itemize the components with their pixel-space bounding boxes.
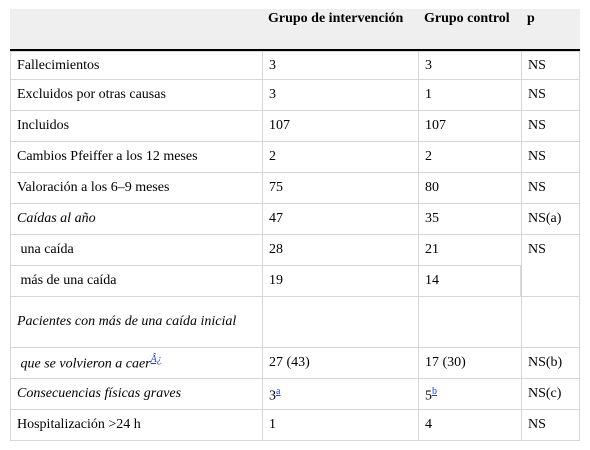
cell-control: 80 <box>418 173 521 204</box>
table-row <box>10 348 580 379</box>
cell-control: 1 <box>418 80 521 111</box>
cell-p: NS <box>521 173 580 204</box>
row-label: Fallecimientos <box>10 51 262 80</box>
cell-control: 21 <box>418 235 521 266</box>
cell-p: NS <box>521 235 580 297</box>
row-label: Hospitalización >24 h <box>10 410 262 441</box>
table-row <box>10 80 580 111</box>
cell-intervention: 3 <box>262 80 418 111</box>
table-row <box>10 235 580 266</box>
cell-p: NS <box>521 51 580 80</box>
row-label-text: una caída <box>20 242 74 257</box>
row-label: Excluidos por otras causas <box>10 80 262 111</box>
row-label <box>10 348 262 379</box>
table-row <box>10 204 580 235</box>
cell-intervention: 1 <box>262 410 418 441</box>
cell-control: 2 <box>418 142 521 173</box>
cell-p: NS(b) <box>521 348 580 379</box>
header-label <box>10 9 262 51</box>
cell-p <box>521 297 580 348</box>
cell-value: 3 <box>269 388 276 404</box>
cell-control <box>418 379 521 410</box>
footnote-link[interactable]: Â¿ <box>150 353 162 365</box>
cell-p: NS(c) <box>521 379 580 410</box>
table-row <box>10 111 580 142</box>
cell-control: 14 <box>418 266 521 297</box>
cell-control: 35 <box>418 204 521 235</box>
row-label: Cambios Pfeiffer a los 12 meses <box>10 142 262 173</box>
cell-intervention: 27 (43) <box>262 348 418 379</box>
table-row <box>10 379 580 410</box>
header-control-group: Grupo control <box>418 9 521 51</box>
cell-intervention: 2 <box>262 142 418 173</box>
cell-control: 17 (30) <box>418 348 521 379</box>
row-label: Valoración a los 6–9 meses <box>10 173 262 204</box>
cell-p: NS <box>521 142 580 173</box>
cell-intervention: 3 <box>262 51 418 80</box>
cell-control: 3 <box>418 51 521 80</box>
header-intervention-group: Grupo de intervención <box>262 9 418 51</box>
cell-p: NS <box>521 410 580 441</box>
row-label: Consecuencias físicas graves <box>10 379 262 410</box>
cell-control <box>418 297 521 348</box>
table-row <box>10 266 580 297</box>
cell-intervention: 28 <box>262 235 418 266</box>
table-row <box>10 410 580 441</box>
footnote-link-a[interactable]: a <box>276 385 281 397</box>
cell-intervention: 75 <box>262 173 418 204</box>
results-table <box>10 9 580 441</box>
cell-value: 5 <box>425 388 432 404</box>
row-label <box>10 235 262 266</box>
cell-intervention: 19 <box>262 266 418 297</box>
table-row <box>10 142 580 173</box>
cell-intervention: 47 <box>262 204 418 235</box>
row-label: Caídas al año <box>10 204 262 235</box>
row-label: Incluidos <box>10 111 262 142</box>
table-row <box>10 173 580 204</box>
row-label <box>10 266 262 297</box>
cell-p: NS <box>521 80 580 111</box>
cell-intervention <box>262 379 418 410</box>
header-row <box>10 9 580 51</box>
cell-p: NS <box>521 111 580 142</box>
cell-control: 4 <box>418 410 521 441</box>
row-label-text: más de una caída <box>20 273 117 288</box>
header-p-value: p <box>521 9 580 51</box>
table-row <box>10 51 580 80</box>
cell-intervention <box>262 297 418 348</box>
cell-p: NS(a) <box>521 204 580 235</box>
table-row <box>10 297 580 348</box>
cell-control: 107 <box>418 111 521 142</box>
row-label-text: que se volvieron a caer <box>20 356 151 372</box>
cell-intervention: 107 <box>262 111 418 142</box>
footnote-link-b[interactable]: b <box>432 385 437 397</box>
row-label: Pacientes con más de una caída inicial <box>10 297 262 348</box>
